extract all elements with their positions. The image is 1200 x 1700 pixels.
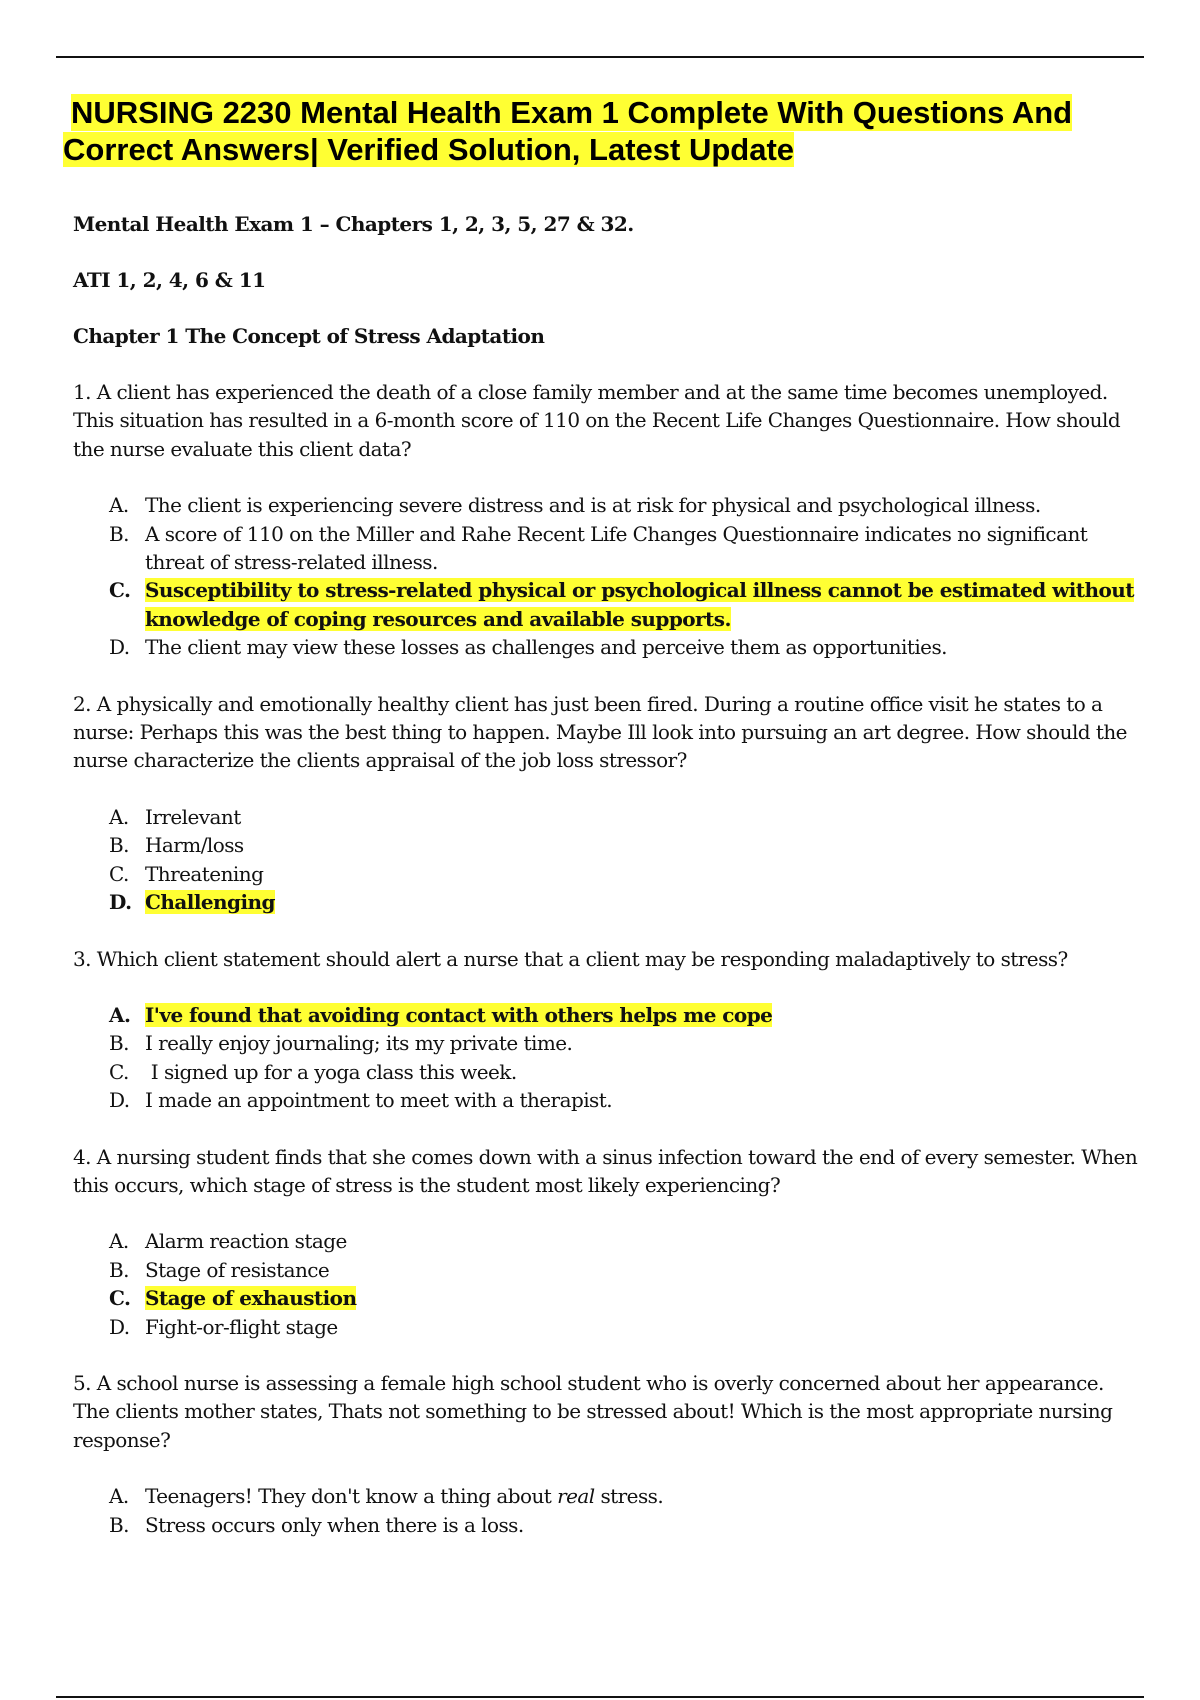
question-number: 2.: [73, 691, 91, 716]
question-2: [73, 690, 1143, 775]
question-number: 1.: [73, 380, 91, 404]
bottom-divider: [56, 1696, 1144, 1698]
option: A. Teenagers! They don't know a thing about real stress.: [109, 1484, 664, 1509]
option: B. I really enjoy journaling; its my private time.: [109, 1031, 573, 1056]
question-text: A nursing student finds that she comes down with a sinus infection toward the end of every semester. When this occurs, which stage of stress is the student most likely experiencing?: [73, 1144, 1138, 1197]
question-number: 4.: [73, 1144, 91, 1169]
correct-option: C. Susceptibility to stress-related physical or psychological illness cannot be estimated without knowledge of coping resources and available supports.: [109, 578, 1134, 631]
chapter-heading: Chapter 1 The Concept of Stress Adaptation: [73, 324, 545, 348]
option: D. Fight-or-flight stage: [109, 1314, 338, 1339]
option: B. Stress occurs only when there is a loss.: [109, 1512, 524, 1537]
ati-heading: ATI 1, 2, 4, 6 & 11: [73, 268, 266, 292]
option: D. I made an appointment to meet with a therapist.: [109, 1088, 613, 1113]
option: D. The client may view these losses as challenges and perceive them as opportunities.: [109, 635, 947, 660]
title-line-2: Correct Answers| Verified Solution, Latest Update: [63, 132, 795, 167]
question-text: A physically and emotionally healthy client has just been fired. During a routine office visit he states to a nurse: Perhaps this was the best thing to happen. Maybe Ill look into pursuing an art degree. How should the nurse characterize the clients appraisal of the job loss stressor?: [73, 691, 1127, 773]
question-1-options: [73, 491, 1143, 661]
correct-option: C. Stage of exhaustion: [109, 1286, 357, 1311]
document-title: [63, 94, 1143, 168]
question-4: [73, 1143, 1143, 1200]
option: B. Harm/loss: [109, 833, 244, 858]
question-text: Which client statement should alert a nurse that a client may be responding maladaptively to stress?: [96, 946, 1068, 971]
question-5-options: [73, 1482, 1143, 1539]
question-4-options: [73, 1227, 1143, 1341]
question-text: A school nurse is assessing a female high school student who is overly concerned about her appearance. The clients mother states, Thats not something to be stressed about! Which is the most appropriate nursing response?: [73, 1370, 1113, 1452]
question-3: [73, 945, 1143, 973]
option: C. Threatening: [109, 861, 264, 886]
option: A. The client is experiencing severe distress and is at risk for physical and psychological illness.: [109, 493, 1041, 518]
correct-option: D. Challenging: [109, 890, 275, 915]
question-number: 3.: [73, 946, 91, 971]
option: A. Alarm reaction stage: [109, 1229, 347, 1254]
question-number: 5.: [73, 1370, 91, 1395]
document-body: [73, 210, 1143, 1567]
top-divider: [56, 56, 1144, 58]
exam-heading: Mental Health Exam 1 – Chapters 1, 2, 3, 5, 27 & 32.: [73, 212, 634, 236]
question-2-options: [73, 803, 1143, 917]
question-text: A client has experienced the death of a close family member and at the same time becomes unemployed. This situation has resulted in a 6-month score of 110 on the Recent Life Changes Questionnaire. How should the nurse evaluate this client data?: [73, 380, 1121, 461]
option: A. Irrelevant: [109, 804, 241, 829]
question-3-options: [73, 1001, 1143, 1115]
title-line-1: NURSING 2230 Mental Health Exam 1 Complete With Questions And: [71, 95, 1073, 130]
correct-option: A. I've found that avoiding contact with others helps me cope: [109, 1002, 773, 1027]
option: B. Stage of resistance: [109, 1257, 330, 1282]
option: B. A score of 110 on the Miller and Rahe Recent Life Changes Questionnaire indicates no significant threat of stress-related illness.: [109, 521, 1088, 575]
question-5: [73, 1369, 1143, 1454]
option: C. I signed up for a yoga class this week.: [109, 1059, 517, 1084]
question-1: [73, 378, 1143, 463]
